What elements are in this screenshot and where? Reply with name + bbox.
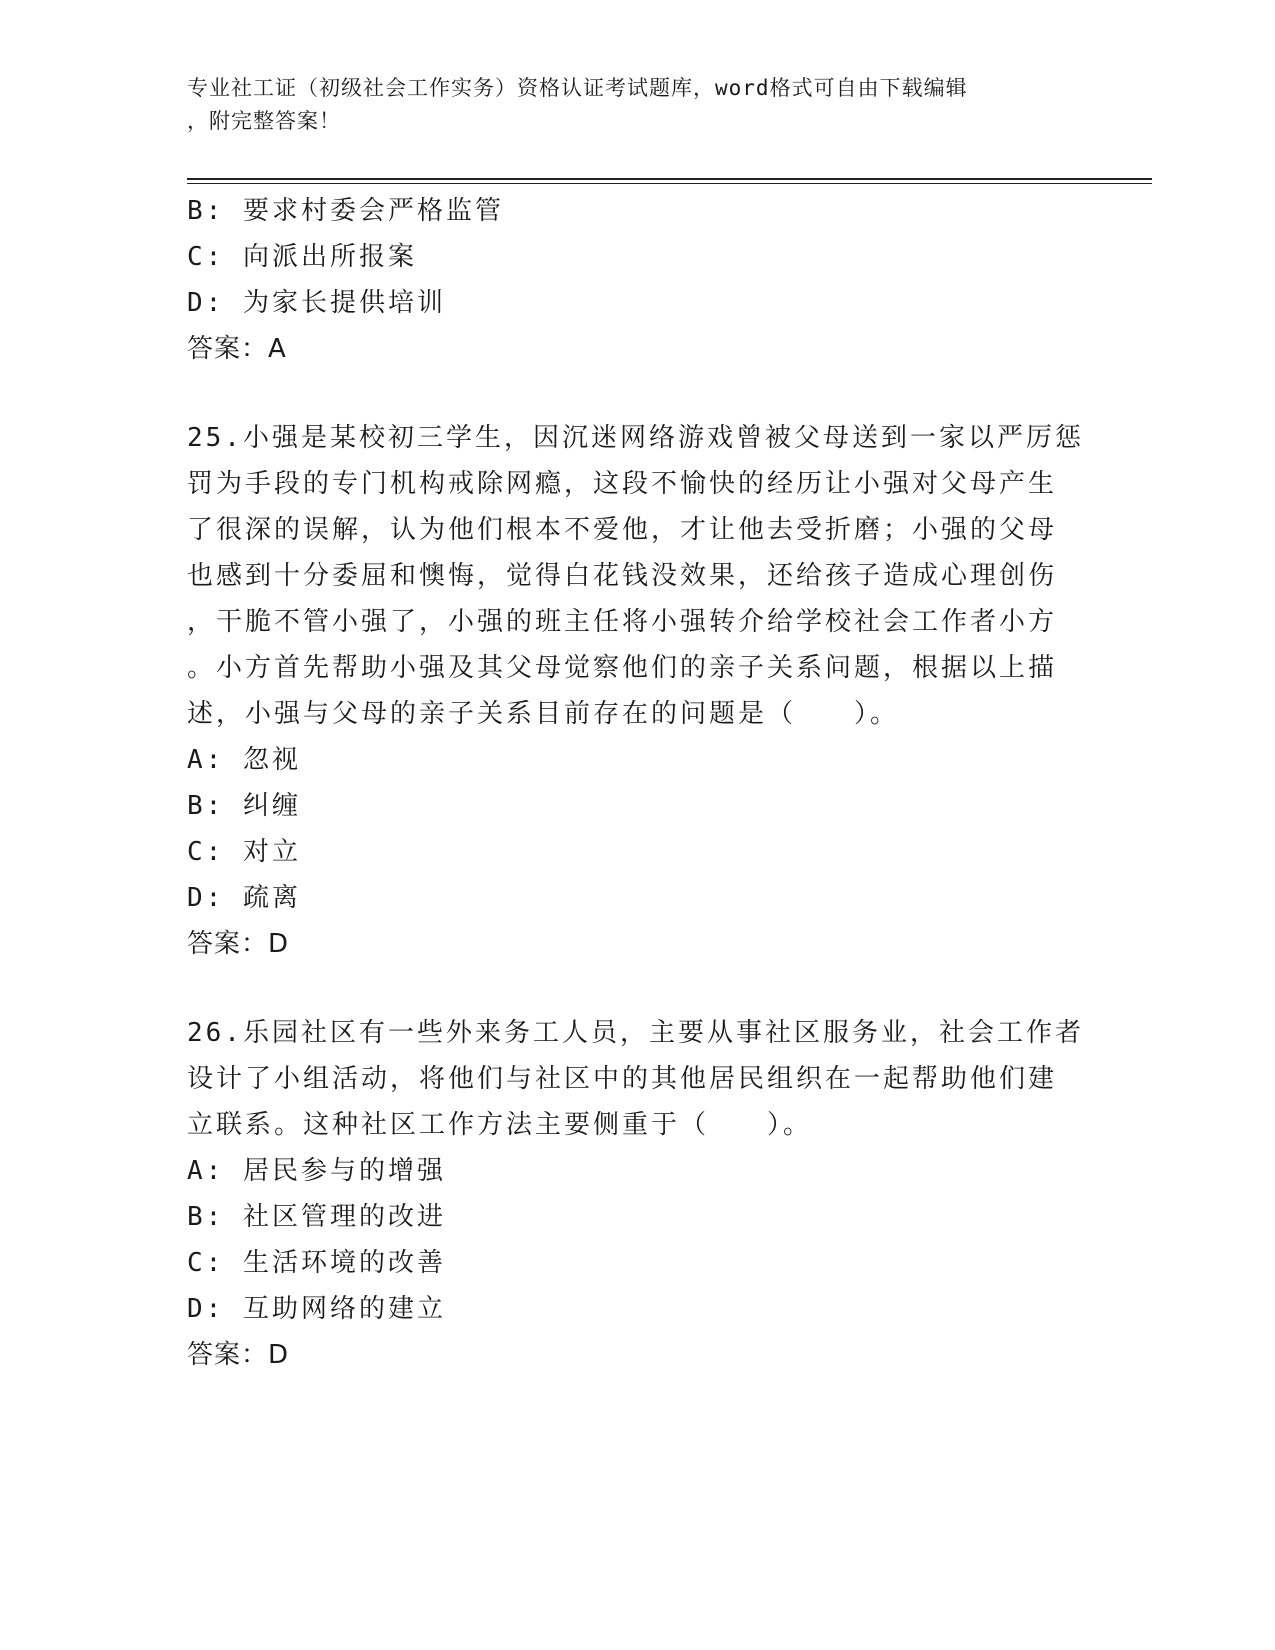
answer: 答案：A	[187, 334, 287, 364]
question-text-line: 了很深的误解，认为他们根本不爱他，才让他去受折磨；小强的父母	[187, 515, 1058, 545]
answer: 答案：D	[187, 1340, 290, 1370]
option-b: B: 要求村委会严格监管	[187, 196, 504, 226]
header-rule-thick	[187, 178, 1152, 180]
question-text-line: 设计了小组活动，将他们与社区中的其他居民组织在一起帮助他们建	[187, 1064, 1058, 1094]
question-text-line: 26.乐园社区有一些外来务工人员，主要从事社区服务业，社会工作者	[187, 1018, 1084, 1048]
question-25	[187, 415, 1087, 967]
option-d: D: 互助网络的建立	[187, 1294, 446, 1324]
header-rule-thin	[187, 183, 1152, 184]
question-text-line: 立联系。这种社区工作方法主要侧重于（ ）。	[187, 1110, 813, 1140]
question-text-line: 也感到十分委屈和懊悔，觉得白花钱没效果，还给孩子造成心理创伤	[187, 561, 1058, 591]
header-line-2: ，附完整答案！	[187, 109, 341, 133]
header-line-1: 专业社工证（初级社会工作实务）资格认证考试题库，word格式可自由下载编辑	[187, 76, 968, 100]
answer: 答案：D	[187, 929, 290, 959]
option-c: C: 对立	[187, 837, 301, 867]
question-26	[187, 1010, 1087, 1378]
question-text-line: 。小方首先帮助小强及其父母觉察他们的亲子关系问题，根据以上描	[187, 653, 1058, 683]
page-header	[187, 72, 1087, 138]
option-a: A: 忽视	[187, 745, 301, 775]
question-text-line: 述，小强与父母的亲子关系目前存在的问题是（ ）。	[187, 699, 900, 729]
option-c: C: 生活环境的改善	[187, 1248, 446, 1278]
option-c: C: 向派出所报案	[187, 242, 417, 272]
option-d: D: 疏离	[187, 883, 301, 913]
question-24-tail	[187, 188, 1087, 372]
option-b: B: 纠缠	[187, 791, 301, 821]
document-body	[187, 188, 1087, 1378]
question-text-line: ，干脆不管小强了，小强的班主任将小强转介给学校社会工作者小方	[187, 607, 1058, 637]
option-d: D: 为家长提供培训	[187, 288, 446, 318]
option-a: A: 居民参与的增强	[187, 1156, 446, 1186]
question-text-line: 25.小强是某校初三学生，因沉迷网络游戏曾被父母送到一家以严厉惩	[187, 423, 1084, 453]
option-b: B: 社区管理的改进	[187, 1202, 446, 1232]
question-text-line: 罚为手段的专门机构戒除网瘾，这段不愉快的经历让小强对父母产生	[187, 469, 1058, 499]
